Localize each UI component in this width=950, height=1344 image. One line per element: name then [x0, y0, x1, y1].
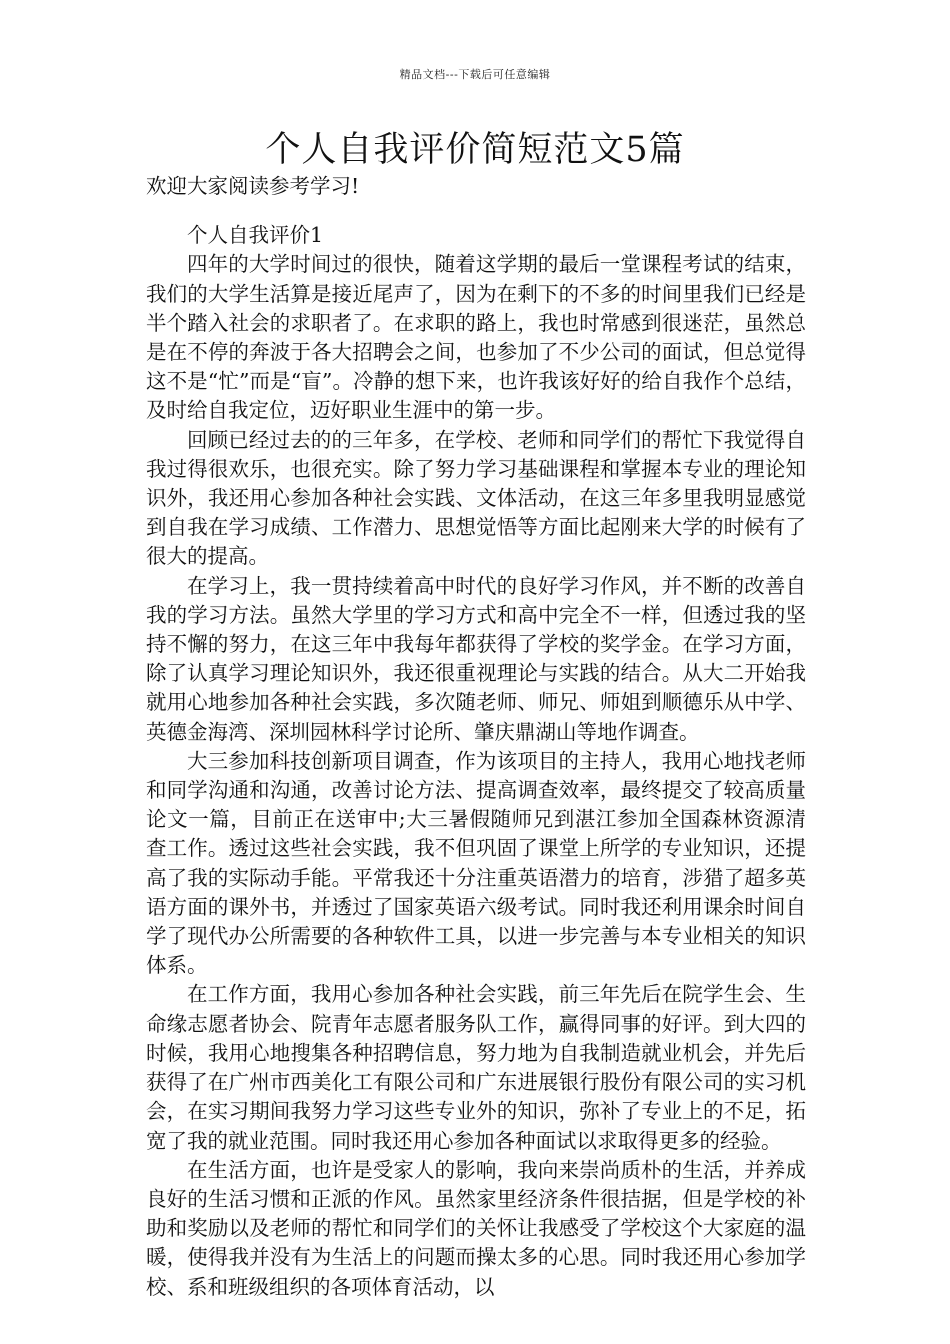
welcome-line: 欢迎大家阅读参考学习!: [146, 174, 360, 198]
header-note: 精品文档---下载后可任意编辑: [399, 68, 551, 81]
paragraph: 在生活方面，也许是受家人的影响，我向来崇尚质朴的生活，并养成良好的生活习惯和正派的作风。虽然家里经济条件很拮据，但是学校的补助和奖励以及老师的帮忙和同学们的关怀让我感受了学校这个大家庭的温暖，使得我并没有为生活上的问题而操太多的心思。同时我还用心参加学校、系和班级组织的各项体育活动，以: [146, 1157, 806, 1299]
paragraph: 回顾已经过去的的三年多，在学校、老师和同学们的帮忙下我觉得自我过得很欢乐，也很充实。除了努力学习基础课程和掌握本专业的理论知识外，我还用心参加各种社会实践、文体活动，在这三年多里我明显感觉到自我在学习成绩、工作潜力、思想觉悟等方面比起刚来大学的时候有了很大的提高。: [146, 427, 806, 569]
document-title: 个人自我评价简短范文5篇: [265, 130, 685, 170]
paragraph: 四年的大学时间过的很快，随着这学期的最后一堂课程考试的结束，我们的大学生活算是接近尾声了，因为在剩下的不多的时间里我们已经是半个踏入社会的求职者了。在求职的路上，我也时常感到很迷茫，虽然总是在不停的奔波于各大招聘会之间，也参加了不少公司的面试，但总觉得这不是“忙”而是“盲”。冷静的想下来，也许我该好好的给自我作个总结，及时给自我定位，迈好职业生涯中的第一步。: [146, 252, 806, 423]
section-heading: 个人自我评价1: [187, 223, 324, 248]
paragraph: 大三参加科技创新项目调查，作为该项目的主持人，我用心地找老师和同学沟通和沟通，改善讨论方法、提高调查效率，最终提交了较高质量论文一篇，目前正在送审中;大三暑假随师兄到湛江参加全国森林资源清查工作。透过这些社会实践，我不但巩固了课堂上所学的专业知识，还提高了我的实际动手能。平常我还十分注重英语潜力的培育，涉猎了超多英语方面的课外书，并透过了国家英语六级考试。同时我还利用课余时间自学了现代办公所需要的各种软件工具，以进一步完善与本专业相关的知识体系。: [146, 748, 806, 978]
paragraph: 在学习上，我一贯持续着高中时代的良好学习作风，并不断的改善自我的学习方法。虽然大学里的学习方式和高中完全不一样，但透过我的坚持不懈的努力，在这三年中我每年都获得了学校的奖学金。在学习方面，除了认真学习理论知识外，我还很重视理论与实践的结合。从大二开始我就用心地参加各种社会实践，多次随老师、师兄、师姐到顺德乐从中学、英德金海湾、深圳园林科学讨论所、肇庆鼎湖山等地作调查。: [146, 573, 806, 744]
blank-line: [146, 201, 806, 221]
document-body: [146, 172, 806, 1302]
paragraph: 在工作方面，我用心参加各种社会实践，前三年先后在院学生会、生命缘志愿者协会、院青年志愿者服务队工作，赢得同事的好评。到大四的时候，我用心地搜集各种招聘信息，努力地为自我制造就业机会，并先后获得了在广州市西美化工有限公司和广东进展银行股份有限公司的实习机会，在实习期间我努力学习这些专业外的知识，弥补了专业上的不足，拓宽了我的就业范围。同时我还用心参加各种面试以求取得更多的经验。: [146, 982, 806, 1153]
